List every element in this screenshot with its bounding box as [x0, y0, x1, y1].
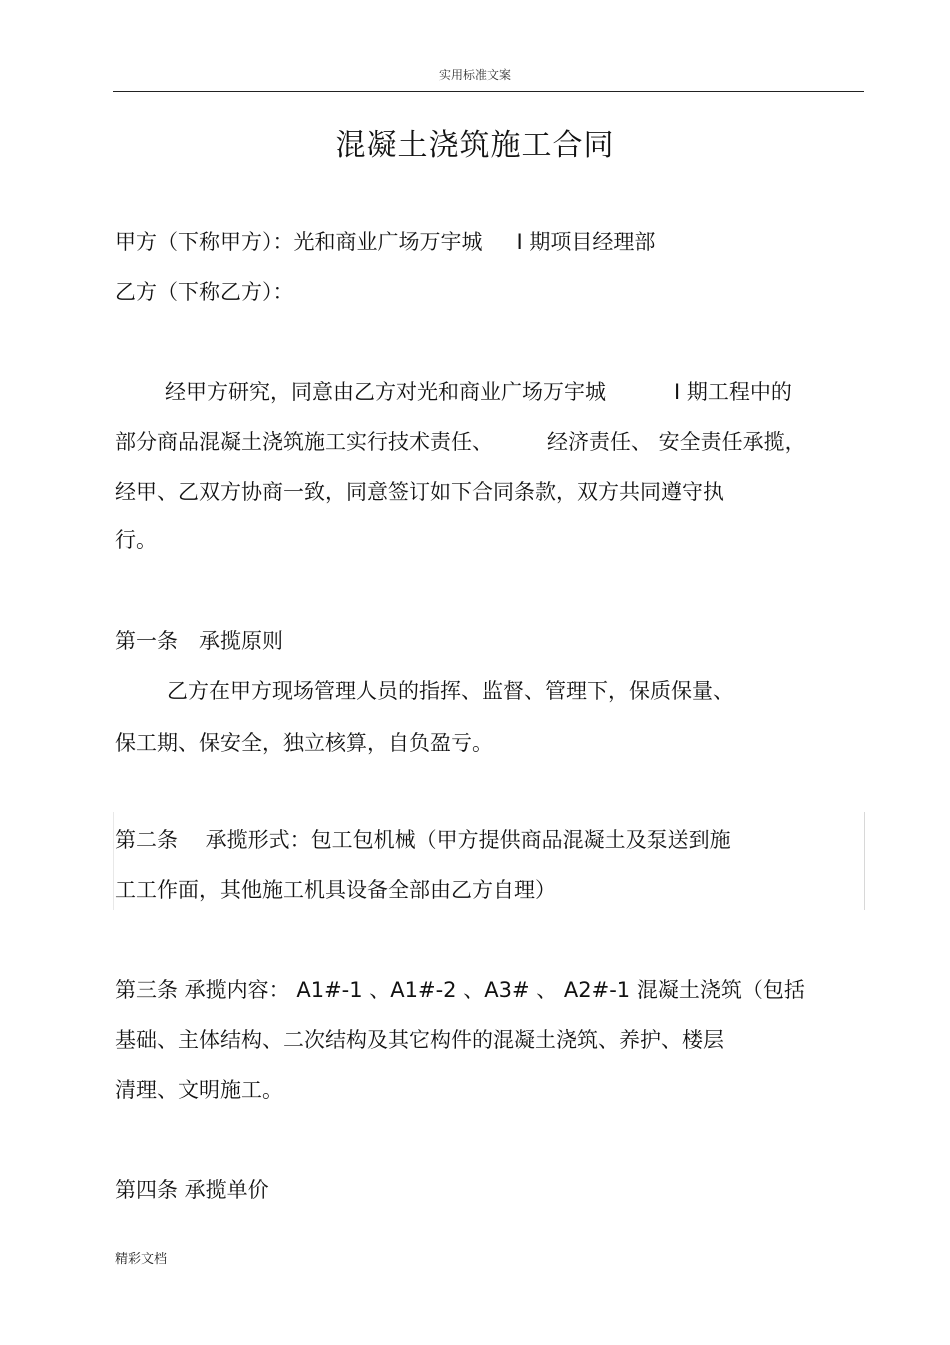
- intro-line-1b: Ⅰ 期工程中的: [674, 380, 792, 404]
- intro-line-1: [165, 376, 792, 406]
- article-3-line-3: 清理、文明施工。: [115, 1078, 283, 1102]
- article-4-title: 第四条 承揽单价: [115, 1178, 269, 1202]
- header-rule: [113, 91, 864, 92]
- intro-line-2: [115, 426, 806, 456]
- page-footer: 精彩文档: [115, 1252, 168, 1267]
- article-3-line-1: 第三条 承揽内容： A1#-1 、A1#-2 、A3# 、 A2#-1 混凝土浇筑（包括: [115, 978, 805, 1002]
- intro-line-2a: 部分商品混凝土浇筑施工实行技术责任、: [115, 430, 493, 454]
- party-a-name: 光和商业广场万宇城: [293, 230, 483, 254]
- intro-line-4: 行。: [115, 528, 157, 552]
- intro-line-2b: 经济责任、 安全责任承揽，: [547, 430, 806, 454]
- page-header: 实用标准文案: [438, 68, 511, 82]
- party-b-line: 乙方（下称乙方）：: [115, 280, 294, 304]
- article-2-line-1: 第二条 承揽形式：包工包机械（甲方提供商品混凝土及泵送到施: [115, 828, 731, 852]
- article-2-line-2: 工工作面，其他施工机具设备全部由乙方自理）: [115, 878, 556, 902]
- party-a-label: 甲方（下称甲方）：: [115, 230, 294, 254]
- article-1-line-1: 乙方在甲方现场管理人员的指挥、监督、管理下，保质保量、: [167, 679, 734, 703]
- article-1-line-2: 保工期、保安全，独立核算，自负盈亏。: [115, 731, 493, 755]
- article-3-line-2: 基础、主体结构、二次结构及其它构件的混凝土浇筑、养护、楼层: [115, 1028, 724, 1052]
- party-a-line: [115, 226, 655, 256]
- party-a-phase: Ⅰ 期项目经理部: [516, 230, 656, 254]
- intro-line-3: 经甲、乙双方协商一致，同意签订如下合同条款，双方共同遵守执: [115, 480, 724, 504]
- document-title: 混凝土浇筑施工合同: [335, 128, 615, 163]
- intro-line-1a: 经甲方研究，同意由乙方对光和商业广场万宇城: [165, 380, 606, 404]
- article-1-title: 第一条 承揽原则: [115, 629, 283, 653]
